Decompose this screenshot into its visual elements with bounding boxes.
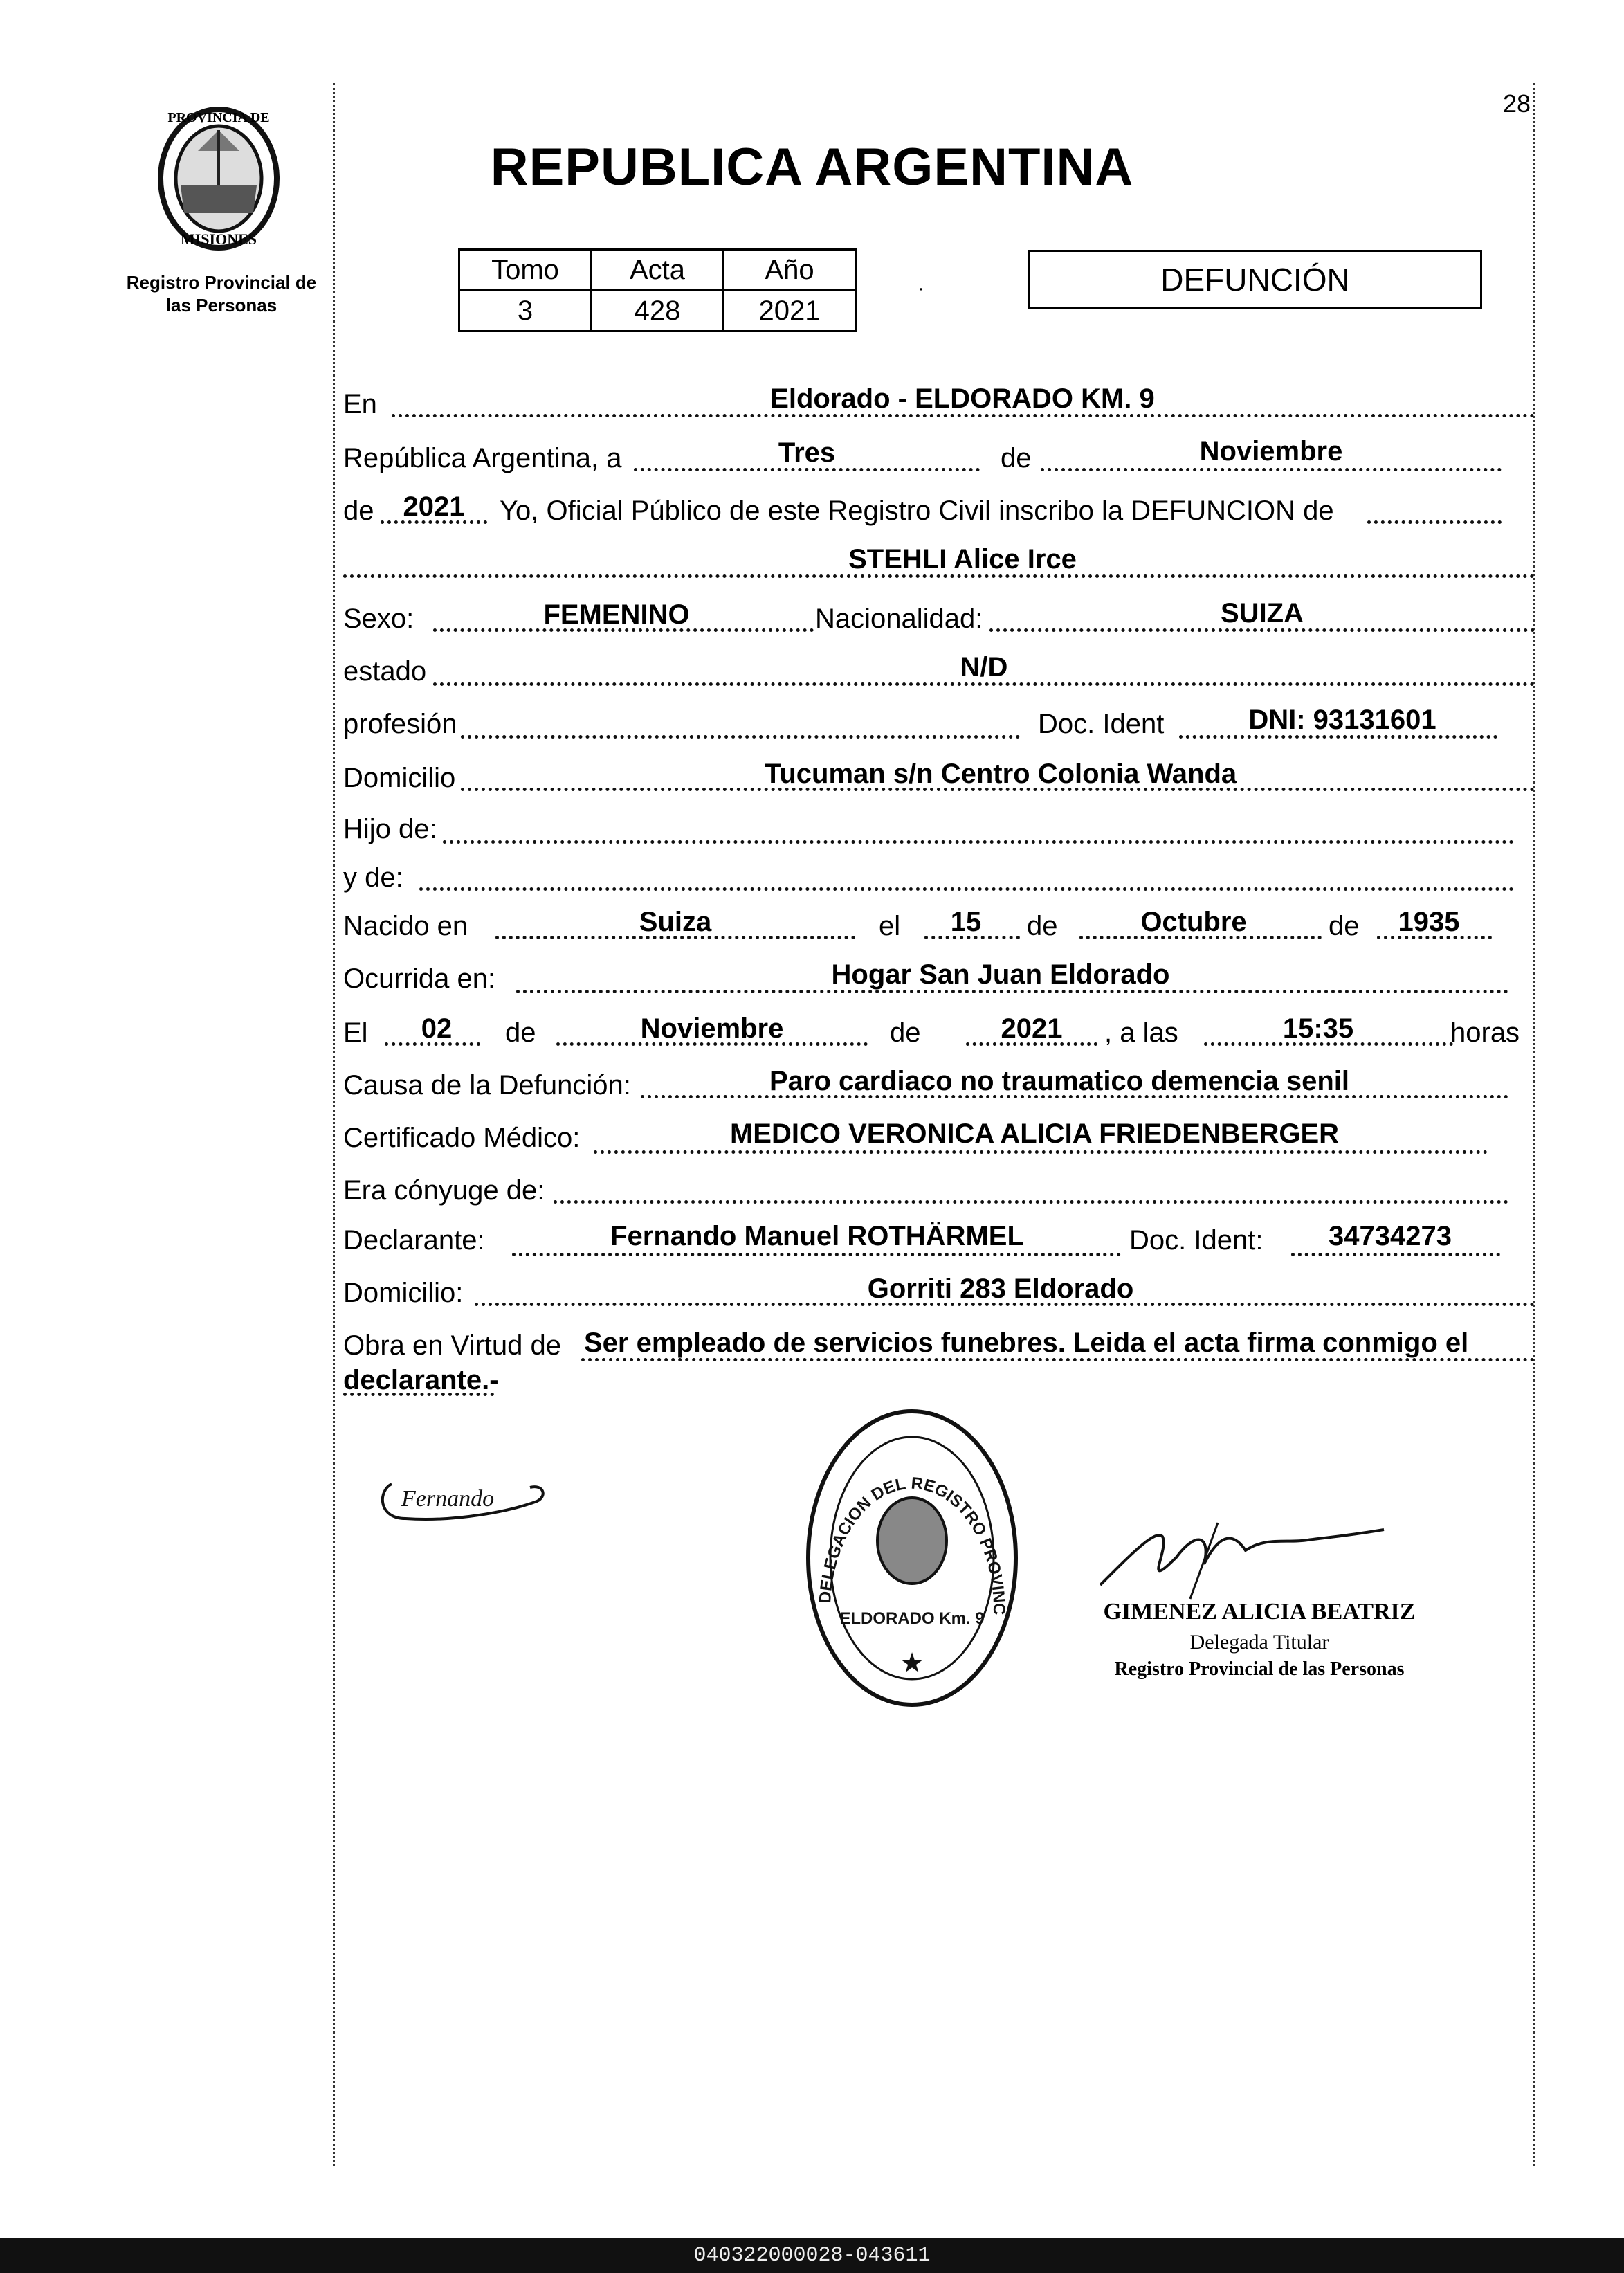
star-icon: ★	[900, 1648, 924, 1678]
field-estado: N/D	[960, 652, 1008, 682]
registry-stamp	[801, 1402, 1023, 1717]
label-doc-ident-declarante: Doc. Ident:	[1129, 1225, 1263, 1256]
field-def-hora: 15:35	[1282, 1013, 1354, 1044]
label-a-las: , a las	[1104, 1017, 1178, 1048]
tomo-acta-anio-table	[458, 248, 857, 332]
label-ocurrida-en: Ocurrida en:	[343, 963, 496, 994]
field-declarante-domicilio: Gorriti 283 Eldorado	[867, 1274, 1134, 1304]
official-signature	[1093, 1509, 1398, 1609]
stamp-inner-text: ELDORADO Km. 9	[839, 1609, 985, 1628]
field-mes-inscripcion: Noviembre	[1199, 436, 1343, 467]
field-line	[461, 735, 1020, 739]
field-line	[1367, 520, 1502, 524]
left-margin-line	[333, 83, 335, 2166]
label-el: el	[879, 911, 901, 941]
field-def-anio: 2021	[1001, 1013, 1063, 1044]
field-line	[512, 1253, 1121, 1256]
signature-text: Fernando	[401, 1486, 495, 1512]
field-line	[343, 1393, 494, 1396]
label-en: En	[343, 389, 377, 419]
field-causa: Paro cardiaco no traumatico demencia senil	[769, 1066, 1350, 1096]
seal-text-bottom: MISIONES	[180, 230, 257, 248]
page-number: 28	[1503, 89, 1531, 118]
stamp-text: DELEGACION DEL REGISTRO PROVINC	[816, 1474, 1009, 1615]
field-domicilio: Tucuman s/n Centro Colonia Wanda	[764, 759, 1237, 789]
table-cell: 428	[592, 291, 724, 332]
field-line	[433, 682, 1535, 686]
label-profesion: profesión	[343, 709, 457, 739]
seal-text-top: PROVINCIA DE	[167, 110, 270, 125]
label-sexo: Sexo:	[343, 604, 414, 634]
field-def-dia: 02	[421, 1013, 453, 1044]
table-header: Año	[724, 250, 856, 291]
field-def-mes: Noviembre	[640, 1013, 784, 1044]
official-name: GIMENEZ ALICIA BEATRIZ	[1103, 1599, 1416, 1624]
field-nac-dia: 15	[950, 907, 982, 937]
table-cell: 2021	[724, 291, 856, 332]
field-line	[581, 1358, 1535, 1361]
field-obra-linea1: Ser empleado de servicios funebres. Leida el acta firma conmigo el	[584, 1328, 1469, 1358]
field-line	[594, 1150, 1488, 1154]
field-line	[989, 628, 1535, 632]
field-line	[443, 840, 1514, 844]
field-line	[554, 1200, 1508, 1204]
record-type-box: DEFUNCIÓN	[1028, 250, 1482, 309]
label-nacido-en: Nacido en	[343, 911, 468, 941]
label-certificado: Certificado Médico:	[343, 1123, 581, 1153]
field-line	[1179, 735, 1497, 739]
field-obra-linea2: declarante.-	[343, 1365, 499, 1395]
field-anio-inscripcion: 2021	[403, 491, 465, 522]
label-horas: horas	[1450, 1017, 1520, 1048]
field-nombre-fallecido: STEHLI Alice Irce	[848, 544, 1077, 574]
field-line	[634, 468, 980, 471]
field-certificado: MEDICO VERONICA ALICIA FRIEDENBERGER	[729, 1119, 1340, 1149]
label-doc-ident: Doc. Ident	[1038, 709, 1165, 739]
field-ocurrida-en: Hogar San Juan Eldorado	[831, 959, 1170, 990]
field-lugar: Eldorado - ELDORADO KM. 9	[770, 383, 1155, 414]
label-estado: estado	[343, 656, 427, 687]
label-inscribo: Yo, Oficial Público de este Registro Civil inscribo la DEFUNCION de	[500, 496, 1334, 526]
label-republica: República Argentina, a	[343, 443, 622, 473]
table-header: Tomo	[459, 250, 592, 291]
label-causa: Causa de la Defunción:	[343, 1070, 631, 1101]
label-domicilio-declarante: Domicilio:	[343, 1278, 464, 1308]
field-line	[343, 574, 1535, 578]
field-declarante: Fernando Manuel ROTHÄRMEL	[610, 1221, 1024, 1251]
field-nac-anio: 1935	[1398, 907, 1460, 937]
table-header-row	[459, 250, 856, 291]
page-title: REPUBLICA ARGENTINA	[490, 138, 1134, 197]
label-de: de	[890, 1017, 921, 1048]
field-nacido-en: Suiza	[639, 907, 712, 937]
label-de: de	[505, 1017, 536, 1048]
field-dia-inscripcion: Tres	[778, 437, 836, 468]
label-hijo-de: Hijo de:	[343, 814, 437, 844]
dot-mark: ·	[918, 277, 924, 300]
label-conyuge: Era cónyuge de:	[343, 1175, 545, 1206]
label-declarante: Declarante:	[343, 1225, 485, 1256]
label-de: de	[343, 496, 374, 526]
field-line	[1041, 468, 1502, 471]
field-sexo: FEMENINO	[543, 599, 690, 630]
field-line	[419, 887, 1514, 891]
label-y-de: y de:	[343, 862, 403, 893]
field-line	[516, 990, 1508, 993]
field-line	[1291, 1253, 1500, 1256]
document-code: 040322000028-043611	[0, 2238, 1624, 2273]
official-role: Delegada Titular	[1189, 1631, 1329, 1654]
label-nacionalidad: Nacionalidad:	[815, 604, 983, 634]
label-obra: Obra en Virtud de	[343, 1330, 562, 1361]
registry-name: Registro Provincial de las Personas	[126, 272, 317, 316]
label-de: de	[1027, 911, 1058, 941]
field-nac-mes: Octubre	[1140, 907, 1247, 937]
field-doc-ident: DNI: 93131601	[1248, 705, 1436, 735]
right-margin-line	[1533, 83, 1535, 2166]
field-line	[392, 414, 1535, 417]
declarante-signature	[371, 1463, 551, 1536]
label-domicilio: Domicilio	[343, 763, 456, 793]
label-de: de	[1329, 911, 1360, 941]
official-org: Registro Provincial de las Personas	[1114, 1658, 1405, 1680]
table-cell: 3	[459, 291, 592, 332]
label-el-upper: El	[343, 1017, 368, 1048]
label-de: de	[1001, 443, 1032, 473]
table-row	[459, 291, 856, 332]
field-declarante-doc: 34734273	[1329, 1221, 1452, 1251]
table-header: Acta	[592, 250, 724, 291]
field-nacionalidad: SUIZA	[1221, 598, 1304, 628]
